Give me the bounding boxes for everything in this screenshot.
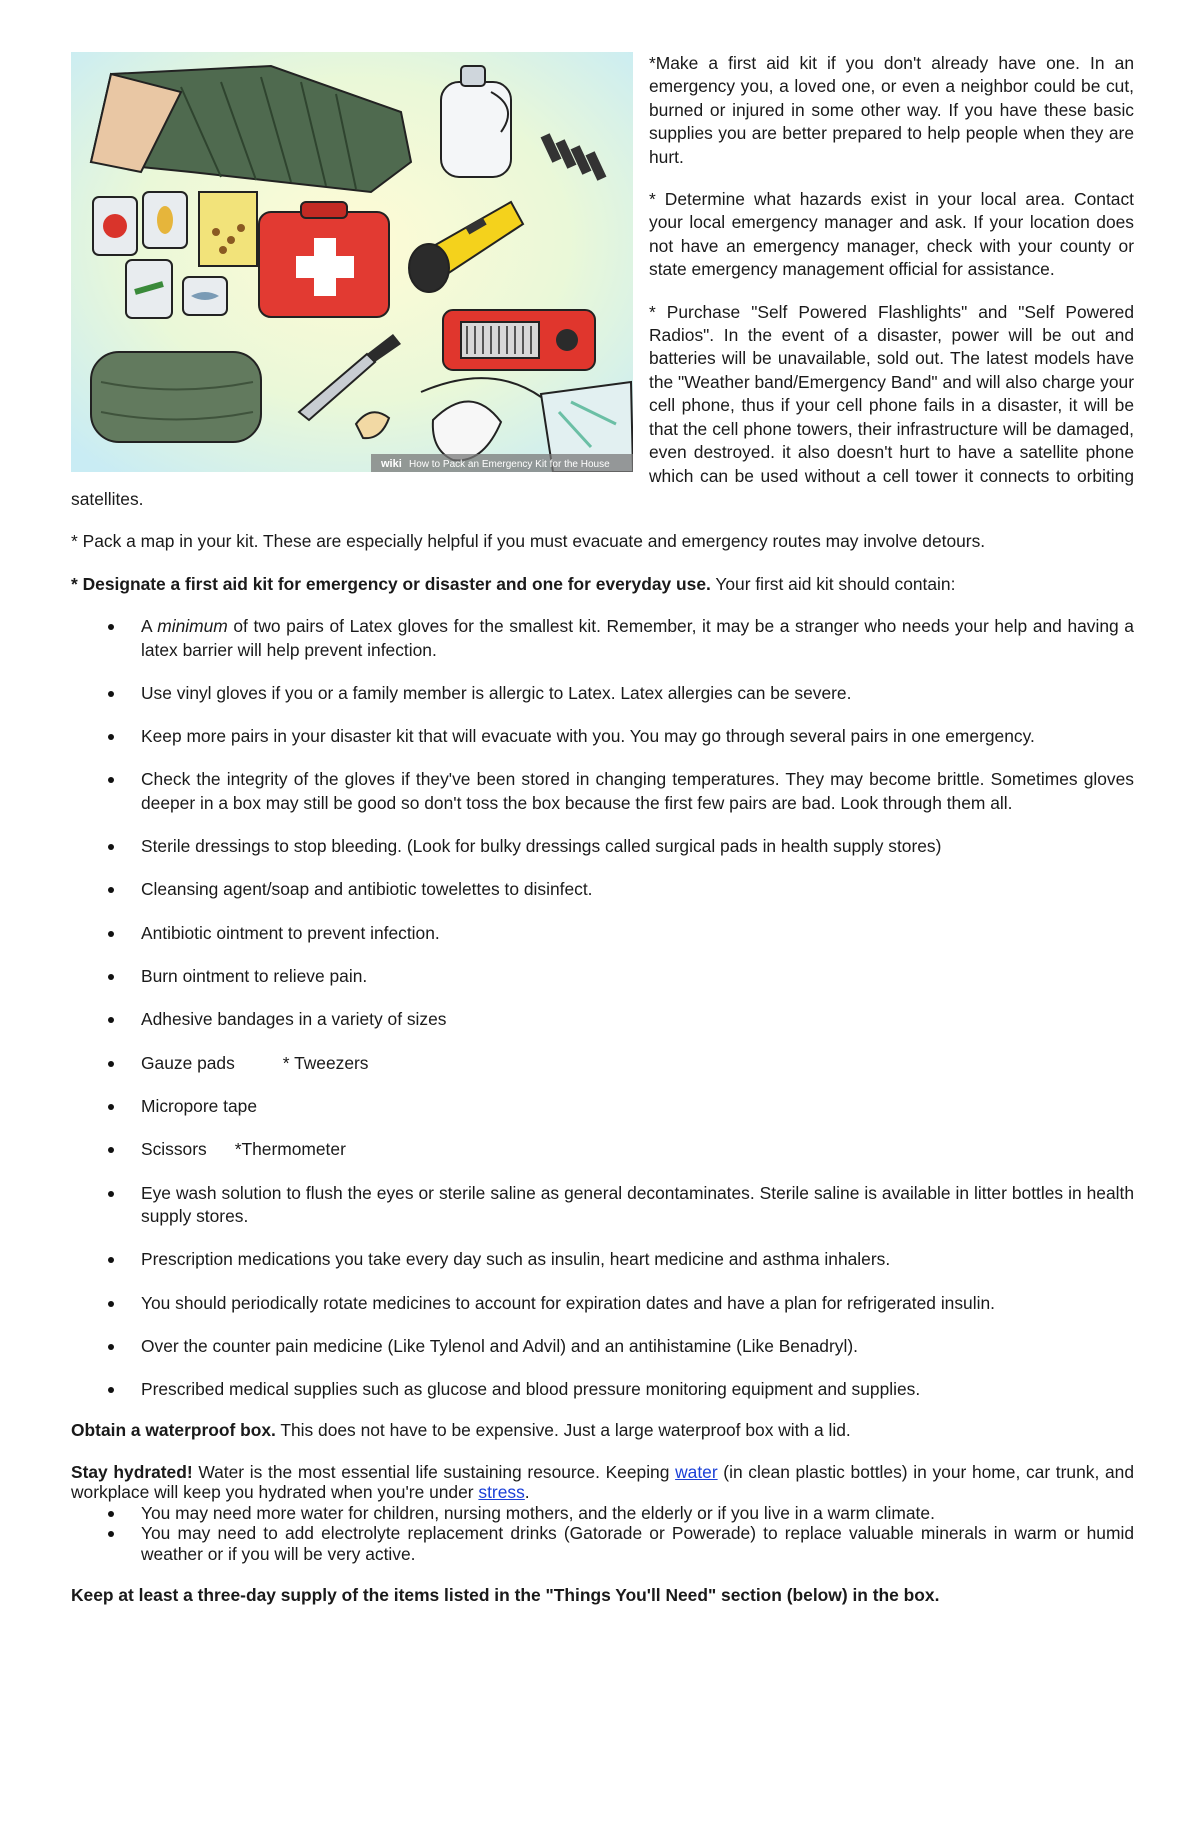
food-box-icon — [199, 192, 257, 266]
list-item: Over the counter pain medicine (Like Tylenol and Advil) and an antihistamine (Like Benadryl). — [71, 1335, 1134, 1358]
intro-hazards-paragraph: * Determine what hazards exist in your local area. Contact your local emergency manager and ask. If your location does not have an emergency manager, check with your county or state emergency management official for assistance. — [649, 189, 1134, 280]
list-item: You may need to add electrolyte replacement drinks (Gatorade or Powerade) to replace valuable minerals in warm or humid weather or if you will be very active. — [71, 1523, 1134, 1564]
stress-link[interactable]: stress — [478, 1482, 525, 1503]
list-item: You should periodically rotate medicines to account for expiration dates and have a plan for refrigerated insulin. — [71, 1292, 1134, 1315]
gauze-label: Gauze pads — [141, 1052, 235, 1073]
closing-paragraph — [71, 1584, 1134, 1607]
list-item: Prescription medications you take every day such as insulin, heart medicine and asthma inhalers. — [71, 1248, 1134, 1271]
list-item: Adhesive bandages in a variety of sizes — [71, 1008, 1134, 1031]
scissors-label: Scissors — [141, 1139, 207, 1160]
water-link[interactable]: water — [675, 1461, 718, 1482]
list-item: Micropore tape — [71, 1095, 1134, 1118]
image-caption: How to Pack an Emergency Kit for the House — [409, 459, 610, 470]
designate-kit-paragraph — [71, 573, 1134, 596]
radio-icon — [443, 310, 595, 370]
emergency-kit-illustration — [71, 52, 633, 472]
list-item: Prescribed medical supplies such as glucose and blood pressure monitoring equipment and supplies. — [71, 1378, 1134, 1401]
document-page — [71, 52, 1134, 1627]
hydration-list — [71, 1503, 1134, 1565]
list-item: Burn ointment to relieve pain. — [71, 965, 1134, 988]
closing-bold: Keep at least a three-day supply of the items listed in the "Things You'll Need" section (below) in the box. — [71, 1585, 940, 1606]
kit-contents-list — [71, 615, 1134, 1401]
list-item: Eye wash solution to flush the eyes or sterile saline as general decontaminates. Sterile saline is available in litter bottles in health supply stores. — [71, 1182, 1134, 1229]
list-item: Cleansing agent/soap and antibiotic towelettes to disinfect. — [71, 878, 1134, 901]
first-aid-kit-icon — [259, 202, 389, 317]
watermark-label: wiki — [381, 458, 402, 470]
list-item: Keep more pairs in your disaster kit that will evacuate with you. You may go through several pairs in one emergency. — [71, 725, 1134, 748]
waterproof-box-bold: Obtain a waterproof box. — [71, 1420, 276, 1441]
water-jug-icon — [441, 66, 511, 177]
waterproof-box-paragraph — [71, 1419, 1134, 1442]
list-item: You may need more water for children, nursing mothers, and the elderly or if you live in a warm climate. — [71, 1503, 1134, 1524]
stay-hydrated-paragraph: Stay hydrated! Water is the most essential life sustaining resource. Keeping water (in clean plastic bottles) in your home, car trunk, and workplace will keep you hydrated when you're under stress. — [71, 1461, 1134, 1503]
designate-kit-rest: Your first aid kit should contain: — [710, 573, 956, 594]
list-item — [71, 1052, 1134, 1075]
blanket-icon — [91, 352, 261, 442]
designate-kit-bold: * Designate a first aid kit for emergency or disaster and one for everyday use. — [71, 573, 711, 594]
intro-first-aid-paragraph: *Make a first aid kit if you don't already have one. In an emergency you, a loved one, or even a neighbor could be cut, burned or injured in some other way. If you have these basic supplies you are better prepared to help people when they are hurt. — [649, 53, 1134, 167]
list-item: Use vinyl gloves if you or a family member is allergic to Latex. Latex allergies can be severe. — [71, 682, 1134, 705]
list-item — [71, 1138, 1134, 1161]
stay-hydrated-bold: Stay hydrated! — [71, 1461, 193, 1482]
intro-map-paragraph: * Pack a map in your kit. These are especially helpful if you must evacuate and emergency routes may involve detours. — [71, 531, 986, 552]
emphasis-text: minimum — [157, 616, 228, 637]
list-item: Check the integrity of the gloves if they've been stored in changing temperatures. They may become brittle. Sometimes gloves deeper in a box may still be good so don't toss the box because the first few pairs are bad. Look through them all. — [71, 768, 1134, 815]
list-item: A minimum of two pairs of Latex gloves for the smallest kit. Remember, it may be a stranger who needs your help and having a latex barrier will help prevent infection. — [71, 615, 1134, 662]
list-item: Antibiotic ointment to prevent infection. — [71, 922, 1134, 945]
tweezers-label: * Tweezers — [282, 1052, 369, 1073]
list-item: Sterile dressings to stop bleeding. (Look for bulky dressings called surgical pads in health supply stores) — [71, 835, 1134, 858]
thermometer-label: *Thermometer — [234, 1139, 346, 1160]
intro-flashlight-paragraph: * Purchase "Self Powered Flashlights" and "Self Powered Radios". In the event of a disaster, power will be out and batteries will be unavailable, sold out. The latest models have the "Weather band/Emergency Band" and will also charge your cell phone, thus if your cell phone fails in a disaster, it will be that the cell phone towers, their infrastructure will be damaged, even destroyed. it also doesn't hurt to have a satellite phone which can be used without a cell tower it connects to orbiting satellites. — [71, 301, 1134, 509]
waterproof-box-rest: This does not have to be expensive. Just a large waterproof box with a lid. — [275, 1420, 851, 1441]
